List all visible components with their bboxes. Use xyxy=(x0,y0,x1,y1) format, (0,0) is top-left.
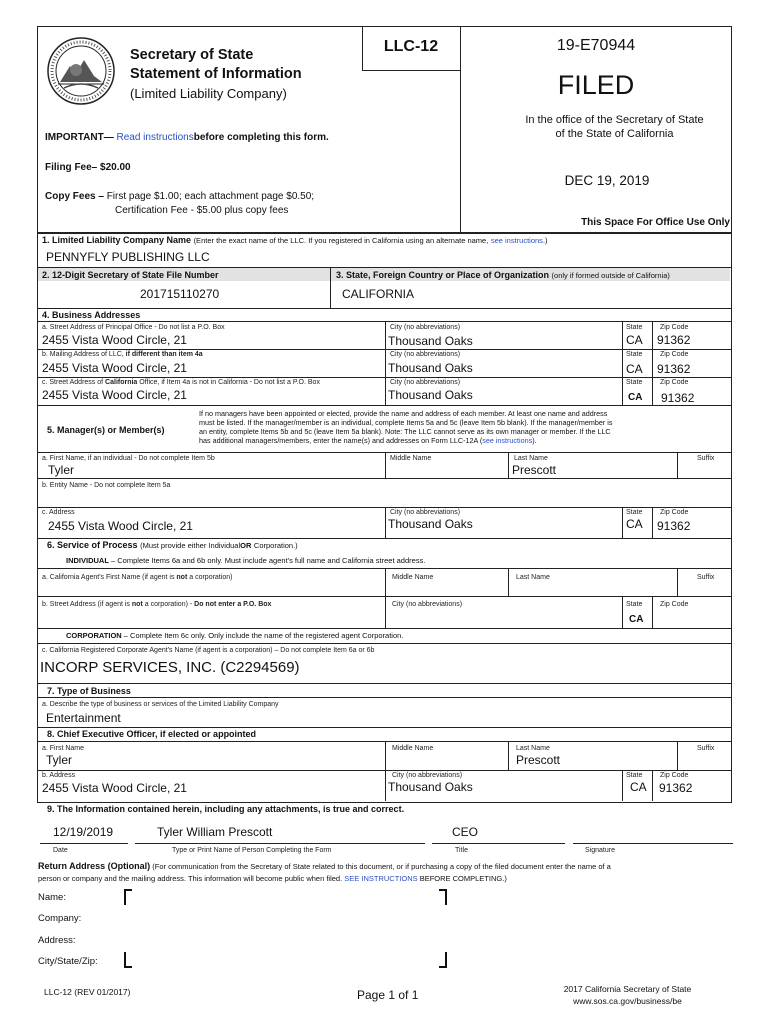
item5a-last-value[interactable]: Prescott xyxy=(512,463,557,477)
return-bracket-top-right-icon xyxy=(439,889,447,905)
divider xyxy=(37,697,732,698)
divider xyxy=(508,568,509,596)
item4a-city-value[interactable]: Thousand Oaks xyxy=(388,334,473,348)
item6a-middle-label: Middle Name xyxy=(392,574,434,581)
header-llc-type: (Limited Liability Company) xyxy=(130,86,287,101)
divider xyxy=(508,741,509,770)
divider xyxy=(385,452,386,478)
signature-line xyxy=(573,843,733,844)
item4b-city-value[interactable]: Thousand Oaks xyxy=(388,361,473,375)
item6c-value[interactable]: INCORP SERVICES, INC. (C2294569) xyxy=(40,659,300,676)
divider xyxy=(622,770,623,801)
item6b-city-label: City (no abbreviations) xyxy=(392,601,463,608)
item4a-street-value[interactable]: 2455 Vista Wood Circle, 21 xyxy=(42,333,187,347)
header-title: Secretary of State xyxy=(130,47,254,63)
item9-title-label: Title xyxy=(455,847,468,854)
item4a-label: a. Street Address of Principal Office - Do not list a P.O. Box xyxy=(42,324,225,331)
item5c-label: c. Address xyxy=(42,509,75,516)
return-company-label: Company: xyxy=(38,913,82,924)
item6-corporation-note: CORPORATION – Complete Item 6c only. Only include the name of the registered agent Corporation. xyxy=(66,631,404,640)
item5c-zip-value[interactable]: 91362 xyxy=(657,519,691,533)
item4a-state-value[interactable]: CA xyxy=(626,333,643,347)
divider xyxy=(385,741,386,801)
divider xyxy=(622,321,623,405)
item6b-label: b. Street Address (if agent is not a corporation) - Do not enter a P.O. Box xyxy=(42,601,272,608)
return-name-label: Name: xyxy=(38,892,66,903)
item6a-label: a. California Agent's First Name (if agent is not a corporation) xyxy=(42,574,233,581)
divider xyxy=(677,741,678,770)
footer-url[interactable]: www.sos.ca.gov/business/be xyxy=(573,996,682,1006)
item8b-zip-label: Zip Code xyxy=(660,772,689,779)
item6-label: 6. Service of Process (Must provide either IndividualOR Corporation.) xyxy=(47,540,298,550)
item8b-city-label: City (no abbreviations) xyxy=(392,772,463,779)
divider xyxy=(385,507,386,538)
item4b-label: b. Mailing Address of LLC, if different than item 4a xyxy=(42,351,203,358)
signature-line xyxy=(135,843,425,844)
item4c-street-value[interactable]: 2455 Vista Wood Circle, 21 xyxy=(42,388,187,402)
copy-fees xyxy=(45,191,314,202)
item6b-state-label: State xyxy=(626,601,643,608)
item4c-city-label: City (no abbreviations) xyxy=(390,379,461,386)
divider xyxy=(508,452,509,478)
filed-stamp: FILED xyxy=(557,70,635,100)
return-bracket-bottom-right-icon xyxy=(439,952,447,968)
item4a-state-label: State xyxy=(626,324,643,331)
divider xyxy=(652,507,653,538)
divider xyxy=(622,596,623,628)
copy-fees-line1: First page $1.00; each attachment page $0.50; xyxy=(106,191,315,202)
item4c-state-label: State xyxy=(626,379,643,386)
item7a-label: a. Describe the type of business or services of the Limited Liability Company xyxy=(42,701,279,708)
divider xyxy=(652,770,653,801)
item5-instructions-link[interactable]: see instructions xyxy=(482,436,533,445)
california-seal-icon xyxy=(46,36,116,106)
item4a-zip-value[interactable]: 91362 xyxy=(657,333,691,347)
item8b-state-label: State xyxy=(626,772,643,779)
item9-name-label: Type or Print Name of Person Completing the Form xyxy=(172,847,332,854)
item6-individual-note: INDIVIDUAL – Complete Items 6a and 6b only. Must include agent's full name and California street address. xyxy=(66,556,426,565)
item4b-street-value[interactable]: 2455 Vista Wood Circle, 21 xyxy=(42,361,187,375)
item9-date-value[interactable]: 12/19/2019 xyxy=(53,825,114,839)
item8-label: 8. Chief Executive Officer, if elected or appointed xyxy=(47,729,257,739)
item5a-label: a. First Name, if an individual - Do not complete Item 5b xyxy=(42,455,215,462)
item5c-city-value[interactable]: Thousand Oaks xyxy=(388,517,473,531)
item3-label: 3. State, Foreign Country or Place of Organization (only if formed outside of California) xyxy=(336,270,670,280)
divider xyxy=(37,643,732,644)
divider xyxy=(37,308,732,309)
item5c-state-label: State xyxy=(626,509,643,516)
signature-line xyxy=(432,843,565,844)
item5c-street-value[interactable]: 2455 Vista Wood Circle, 21 xyxy=(48,519,193,533)
item5a-last-label: Last Name xyxy=(514,455,548,462)
item8a-last-value[interactable]: Prescott xyxy=(516,753,561,767)
item4b-zip-value[interactable]: 91362 xyxy=(657,362,691,376)
office-line2: of the State of California xyxy=(555,128,674,140)
item9-label: 9. The Information contained herein, including any attachments, is true and correct. xyxy=(47,804,405,814)
item4c-city-value[interactable]: Thousand Oaks xyxy=(388,388,473,402)
important-notice xyxy=(45,132,329,143)
item4c-zip-label: Zip Code xyxy=(660,379,689,386)
divider xyxy=(37,727,732,728)
return-bracket-top-left-icon xyxy=(124,889,132,905)
return-instructions-link[interactable]: SEE INSTRUCTIONS xyxy=(344,874,418,883)
item4b-state-value[interactable]: CA xyxy=(626,362,643,376)
divider xyxy=(37,538,732,539)
file-number-value[interactable]: 201715110270 xyxy=(140,287,220,301)
divider xyxy=(330,267,331,308)
item4b-state-label: State xyxy=(626,351,643,358)
divider xyxy=(385,321,386,405)
divider xyxy=(677,452,678,478)
item4a-city-label: City (no abbreviations) xyxy=(390,324,461,331)
item8a-first-value[interactable]: Tyler xyxy=(46,753,73,767)
divider xyxy=(652,321,653,405)
item8a-label: a. First Name xyxy=(42,745,85,752)
item5c-city-label: City (no abbreviations) xyxy=(390,509,461,516)
read-instructions-link[interactable]: Read instructions xyxy=(116,132,194,143)
divider xyxy=(37,349,732,350)
item8b-city-value[interactable]: Thousand Oaks xyxy=(388,780,473,794)
item9-signature-label: Signature xyxy=(585,847,615,854)
return-city-label: City/State/Zip: xyxy=(38,956,98,967)
item6a-last-label: Last Name xyxy=(516,574,550,581)
footer-copyright: 2017 California Secretary of State xyxy=(563,984,692,994)
divider xyxy=(37,405,732,406)
item2-label: 2. 12-Digit Secretary of State File Number xyxy=(42,270,219,280)
item8b-label: b. Address xyxy=(42,772,76,779)
item5c-state-value[interactable]: CA xyxy=(626,517,643,531)
item7-label: 7. Type of Business xyxy=(47,686,131,696)
file-number: 19-E70944 xyxy=(556,37,636,54)
item5a-first-value[interactable]: Tyler xyxy=(48,463,75,477)
copy-fees-line2: Certification Fee - $5.00 plus copy fees xyxy=(115,205,289,216)
item5-instructions: If no managers have been appointed or elected, provide the name and address of each member. At least one name and address must be listed. If the manager/member is an individual, complete Items 5a and 5c (leave Item 5b blank). If the manager/member is an entity, complete Items 5b and 5c (leave Item 5a blank). Note: The LLC cannot serve as its own manager or member. If the LLC has additional managers/members, enter the name(s) and addresses on Form LLC-12A (see instructions). xyxy=(199,409,613,445)
item5a-middle-label: Middle Name xyxy=(390,455,432,462)
divider xyxy=(385,596,386,628)
important-label: IMPORTANT— xyxy=(45,132,114,143)
item4c-label: c. Street Address of California Office, if Item 4a is not in California - Do not list a P.O. Box xyxy=(42,379,320,386)
item8a-middle-label: Middle Name xyxy=(392,745,434,752)
item6a-suffix-label: Suffix xyxy=(697,574,715,581)
business-type-value[interactable]: Entertainment xyxy=(46,711,121,725)
item4c-state-value[interactable]: CA xyxy=(628,392,643,403)
divider xyxy=(37,478,732,479)
item5b-label: b. Entity Name - Do not complete Item 5a xyxy=(42,482,171,489)
item5c-zip-label: Zip Code xyxy=(660,509,689,516)
signature-line xyxy=(40,843,128,844)
form-code: LLC-12 xyxy=(383,38,439,55)
office-line1: In the office of the Secretary of State xyxy=(525,114,704,126)
filed-date: DEC 19, 2019 xyxy=(564,173,650,188)
item8a-last-label: Last Name xyxy=(516,745,550,752)
return-address-label: Address: xyxy=(38,935,76,946)
divider xyxy=(37,377,732,378)
divider xyxy=(677,568,678,596)
llc-name-value[interactable]: PENNYFLY PUBLISHING LLC xyxy=(46,250,210,264)
return-address-note: Return Address (Optional) (For communication from the Secretary of State related to this document, or if purchasing a copy of the filed document enter the name of a person or company and the mailing address. This information will become public when filed. SEE INSTRUCTIONS BEFORE COMPLETING.) xyxy=(38,861,611,883)
item8b-street-value[interactable]: 2455 Vista Wood Circle, 21 xyxy=(42,781,187,795)
divider xyxy=(385,568,386,596)
office-use-label: This Space For Office Use Only xyxy=(581,217,730,228)
footer-page: Page 1 of 1 xyxy=(357,988,419,1002)
item4b-zip-label: Zip Code xyxy=(660,351,689,358)
important-rest: before completing this form. xyxy=(193,132,329,143)
footer-form-rev: LLC-12 (REV 01/2017) xyxy=(44,987,131,997)
divider xyxy=(37,770,732,771)
header-subtitle: Statement of Information xyxy=(130,66,302,82)
divider xyxy=(37,628,732,629)
item4-label: 4. Business Addresses xyxy=(42,310,141,320)
copy-fees-label: Copy Fees – xyxy=(45,191,104,202)
item9-name-value[interactable]: Tyler William Prescott xyxy=(157,825,273,839)
organization-place-value[interactable]: CALIFORNIA xyxy=(342,287,415,301)
item4c-zip-value[interactable]: 91362 xyxy=(661,391,695,405)
item6b-zip-label: Zip Code xyxy=(660,601,689,608)
item5a-suffix-label: Suffix xyxy=(697,455,715,462)
item4b-city-label: City (no abbreviations) xyxy=(390,351,461,358)
item1-instructions-link[interactable]: see instructions xyxy=(490,236,543,245)
divider xyxy=(652,596,653,628)
item1-label: 1. Limited Liability Company Name (Enter the exact name of the LLC. If you registered in California using an alternate name, see instructions.) xyxy=(42,235,548,245)
item6c-label: c. California Registered Corporate Agent's Name (if agent is a corporation) – Do not complete Item 6a or 6b xyxy=(42,647,375,654)
item5-label: 5. Manager(s) or Member(s) xyxy=(47,425,165,435)
item6b-state-value[interactable]: CA xyxy=(629,614,644,625)
item9-title-value[interactable]: CEO xyxy=(452,825,479,839)
filing-fee: Filing Fee– $20.00 xyxy=(45,162,131,173)
return-bracket-bottom-left-icon xyxy=(124,952,132,968)
item9-date-label: Date xyxy=(53,847,68,854)
item8b-zip-value[interactable]: 91362 xyxy=(659,781,693,795)
divider xyxy=(37,683,732,684)
divider xyxy=(622,507,623,538)
item4a-zip-label: Zip Code xyxy=(660,324,689,331)
item8b-state-value[interactable]: CA xyxy=(630,780,647,794)
item8a-suffix-label: Suffix xyxy=(697,745,715,752)
